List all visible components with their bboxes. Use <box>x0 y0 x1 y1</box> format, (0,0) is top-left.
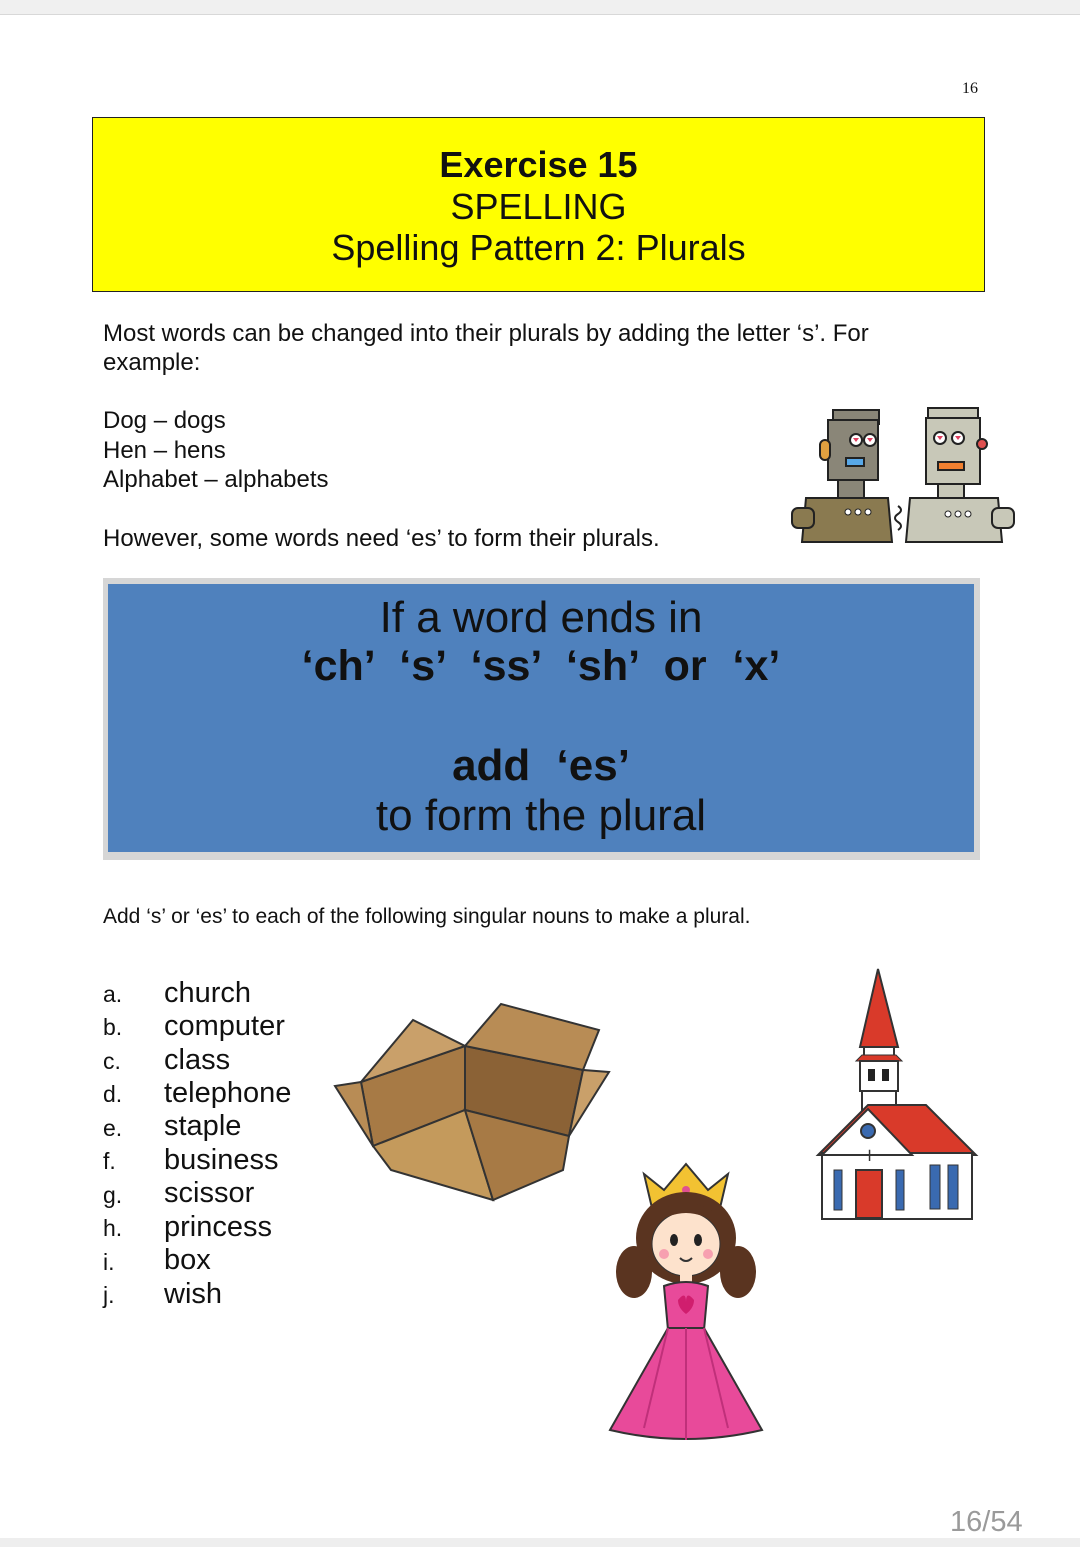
list-item-letter: c. <box>103 1048 121 1074</box>
robots-illustration <box>788 402 1018 547</box>
rule-box <box>108 584 974 852</box>
list-item-letter: f. <box>103 1148 116 1174</box>
svg-text:+: + <box>862 1145 878 1166</box>
list-item-word: church <box>164 977 252 1009</box>
list-item-letter: a. <box>103 981 123 1007</box>
exercise-title: Exercise 15 <box>439 144 638 185</box>
exercise-topic: Spelling Pattern 2: Plurals <box>331 227 746 268</box>
instruction-text: Add ‘s’ or ‘es’ to each of the following singular nouns to make a plural. <box>103 905 751 928</box>
list-item-word: staple <box>164 1110 242 1142</box>
page-number: 16 <box>962 80 978 97</box>
viewer-page-indicator: 16/54 <box>950 1506 1023 1538</box>
church-illustration <box>812 965 982 1225</box>
rule-add-es: add ‘es’ <box>452 741 630 790</box>
list-item-word: box <box>164 1244 211 1276</box>
list-item-word: telephone <box>164 1077 292 1109</box>
intro-text: Most words can be changed into their plurals by adding the letter ‘s’. For example: <box>103 320 869 376</box>
viewer-bottom-bar <box>0 1538 1080 1547</box>
example-line: Hen – hens <box>103 437 226 464</box>
list-item-letter: j. <box>103 1282 115 1308</box>
box-illustration <box>333 1000 613 1210</box>
exercise-title-box <box>92 117 985 292</box>
list-item-letter: e. <box>103 1115 123 1141</box>
rule-line: If a word ends in <box>379 593 703 642</box>
example-line: Dog – dogs <box>103 407 226 434</box>
example-line: Alphabet – alphabets <box>103 466 329 493</box>
list-item-letter: b. <box>103 1014 123 1040</box>
list-item-letter: i. <box>103 1249 115 1275</box>
exercise-subject: SPELLING <box>450 186 627 227</box>
princess-illustration <box>604 1160 774 1450</box>
list-item-word: computer <box>164 1010 285 1042</box>
list-item-letter: g. <box>103 1182 123 1208</box>
list-item-letter: h. <box>103 1215 123 1241</box>
list-item-word: princess <box>164 1211 272 1243</box>
rule-endings: ‘ch’ ‘s’ ‘ss’ ‘sh’ or ‘x’ <box>301 642 781 690</box>
however-text: However, some words need ‘es’ to form their plurals. <box>103 525 660 552</box>
rule-line: to form the plural <box>375 791 707 840</box>
viewer-top-bar <box>0 0 1080 15</box>
list-item-word: scissor <box>164 1177 255 1209</box>
list-item-word: business <box>164 1144 279 1176</box>
list-item-word: class <box>164 1044 231 1076</box>
list-item-word: wish <box>164 1278 223 1310</box>
list-item-letter: d. <box>103 1081 123 1107</box>
